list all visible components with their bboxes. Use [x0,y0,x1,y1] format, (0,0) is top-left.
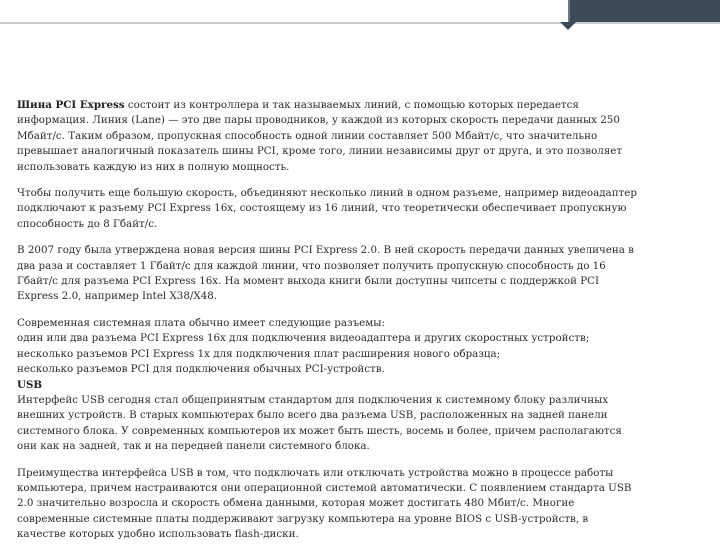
paragraph-usb-advantages: Преимущества интерфейса USB в том, что подключать или отключать устройства можно в процессе работы компьютера, причем настраиваются они операционной системой автоматически. С появлением стандарта USB 2.0 значительно возросла и скорость обмена данными, которая может достигать 480 Мбит/с. Многие современные системные платы поддерживают загрузку компьютера на уровне BIOS с USB-устройств, в качестве которых удобно использовать flash-диски. [17,466,632,541]
header-dark-segment [568,0,720,22]
paragraph-pci-express-2: В 2007 году была утверждена новая версия шины PCI Express 2.0. В ней скорость передачи данных увеличена в два раза и составляет 1 Гбайт/с для каждой линии, что позволяет получить пропускную способность до 16 Гбайт/с для разъема PCI Express 16x. На момент выхода книги были доступны чипсеты с поддержкой PCI Express 2.0, например Intel X38/X48. [17,244,634,303]
slide-header-bar [0,0,720,22]
term-pci-express: Шина PCI Express [17,99,125,111]
slide-text-body [17,98,637,554]
header-separator [568,0,570,22]
paragraph-pci-express-text: состоит из контроллера и так называемых линий, с помощью которых передается информация. Линия (Lane) — это две пары проводников, у каждой из которых скорость передачи данных 250 Мбайт/с. Таким образом, пропускная способность одной линии составляет 500 Мбайт/с, что значительно превышает аналогичный показатель шины PCI, кроме того, линии независимы друг от друга, и это позволяет использовать каждую из них в полную мощность. [17,99,623,173]
header-pointer-icon [560,22,576,30]
paragraph-pci-express-intro [17,98,637,175]
connector-list [17,316,637,455]
header-light-segment [0,0,568,22]
connector-list-intro: Современная системная плата обычно имеет следующие разъемы: [17,316,385,329]
paragraph-usb-intro: Интерфейс USB сегодня стал общепринятым стандартом для подключения к системному блоку различных внешних устройств. В старых компьютерах было всего два разъема USB, расположенных на задней панели системного блока. У современных компьютеров их может быть шесть, восемь и более, причем располагаются они как на задней, так и на передней панели системного блока. [17,393,622,453]
connector-list-item: несколько разъемов PCI Express 1x для подключения плат расширения нового образца; [17,347,501,360]
header-underline [0,22,720,24]
usb-heading [17,378,637,393]
usb-heading-text: USB [17,378,43,391]
connector-list-item: один или два разъема PCI Express 16x для подключения видеоадаптера и других скоростных устройств; [17,332,590,345]
paragraph-lane-aggregation: Чтобы получить еще большую скорость, объединяют несколько линий в одном разъеме, например видеоадаптер подключают к разъему PCI Express 16x, состоящему из 16 линий, что теоретически обеспечивает пропускную способность до 8 Гбайт/с. [17,187,637,230]
connector-list-item: несколько разъемов PCI для подключения обычных PCI-устройств. [17,363,385,376]
